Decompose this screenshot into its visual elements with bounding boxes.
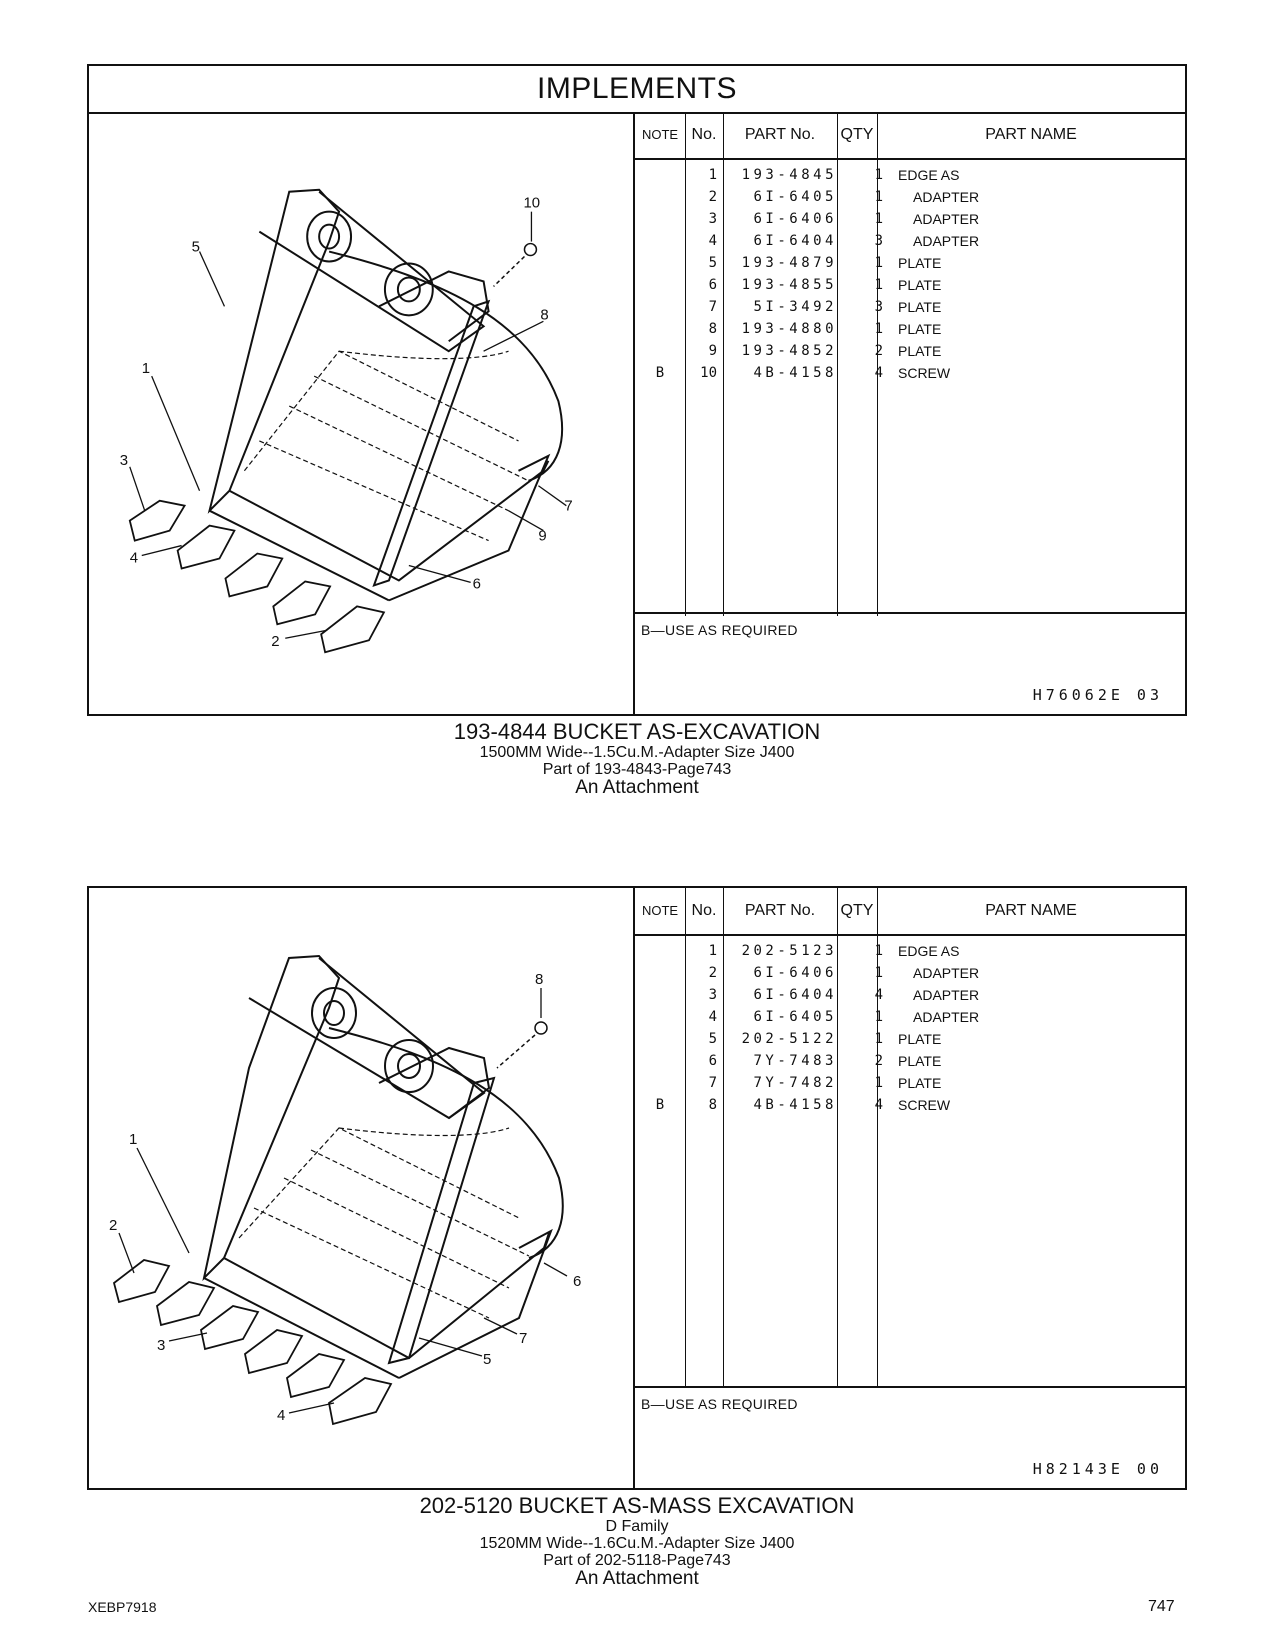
- caption-line: Part of 193-4843-Page743: [542, 761, 732, 778]
- callout-9: 9: [538, 527, 547, 545]
- bucket-illustration-1: [89, 112, 639, 714]
- table-row: B 8 4B-4158 4 SCREW: [635, 1094, 1185, 1117]
- caption-attachment: An Attachment: [575, 1568, 699, 1589]
- col-part-no: PART No.: [744, 126, 816, 143]
- col-note: NOTE: [641, 903, 679, 918]
- callout-3: 3: [119, 451, 129, 469]
- table-row: 2 6I-6406 1 ADAPTER: [708, 965, 980, 981]
- caption-attachment: An Attachment: [575, 777, 699, 798]
- col-qty: QTY: [840, 902, 874, 919]
- table-row: 4 6I-6405 1 ADAPTER: [708, 1009, 980, 1025]
- table-row: 5 193-4879 1 PLATE: [708, 255, 942, 271]
- table-row: 6 193-4855 1 PLATE: [708, 277, 942, 293]
- col-part-name: PART NAME: [985, 126, 1077, 143]
- col-note: NOTE: [641, 127, 679, 142]
- callout-1: 1: [129, 1131, 138, 1148]
- table-row: 6 7Y-7483 2 PLATE: [708, 1053, 942, 1069]
- caption-2: [87, 1494, 1187, 1588]
- bucket-illustration-2: [89, 888, 639, 1488]
- table-header: [635, 888, 1185, 936]
- caption-1: [87, 720, 1187, 797]
- table-footer: [635, 612, 1185, 714]
- callout-6: 6: [472, 575, 481, 593]
- caption-line: 1520MM Wide--1.6Cu.M.-Adapter Size J400: [479, 1535, 795, 1552]
- reference-code: H82143E 00: [1032, 1460, 1163, 1478]
- table-row: 3 6I-6406 1 ADAPTER: [708, 211, 980, 227]
- footnote: B—USE AS REQUIRED: [641, 622, 798, 638]
- table-row: 1 202-5123 1 EDGE AS: [708, 943, 960, 959]
- table-row: 7 7Y-7482 1 PLATE: [708, 1075, 942, 1091]
- caption-line: 1500MM Wide--1.5Cu.M.-Adapter Size J400: [479, 744, 795, 761]
- callout-5: 5: [483, 1351, 492, 1368]
- table-row: 2 6I-6405 1 ADAPTER: [708, 189, 980, 205]
- table-row: 7 5I-3492 3 PLATE: [708, 299, 942, 315]
- reference-code: H76062E 03: [1032, 686, 1163, 704]
- caption-title: 202-5120 BUCKET AS-MASS EXCAVATION: [419, 1493, 855, 1518]
- table-header: [635, 112, 1185, 160]
- caption-line: Part of 202-5118-Page743: [543, 1552, 731, 1569]
- section-title: IMPLEMENTS: [89, 66, 1185, 114]
- parts-table-2: [633, 888, 1185, 1488]
- footnote: B—USE AS REQUIRED: [641, 1396, 798, 1412]
- caption-title: 193-4844 BUCKET AS-EXCAVATION: [453, 719, 821, 744]
- callout-3: 3: [157, 1337, 166, 1354]
- page-number: 747: [1148, 1598, 1175, 1615]
- callout-4: 4: [277, 1407, 286, 1424]
- callout-4: 4: [129, 549, 139, 567]
- callout-6: 6: [573, 1273, 582, 1290]
- col-no: No.: [691, 126, 717, 143]
- callout-1: 1: [141, 360, 151, 378]
- bucket-drawing-1: [89, 112, 639, 714]
- col-part-no: PART No.: [744, 902, 816, 919]
- parts-panel-1: [87, 64, 1187, 716]
- document-code: XEBP7918: [88, 1599, 157, 1615]
- col-no: No.: [691, 902, 717, 919]
- table-row: 5 202-5122 1 PLATE: [708, 1031, 942, 1047]
- callout-5: 5: [191, 238, 200, 256]
- table-row: 9 193-4852 2 PLATE: [708, 343, 942, 359]
- col-qty: QTY: [840, 126, 874, 143]
- col-part-name: PART NAME: [985, 902, 1077, 919]
- note-mark: B: [655, 365, 665, 381]
- table-row: 8 193-4880 1 PLATE: [708, 321, 942, 337]
- callout-8: 8: [535, 971, 544, 988]
- callout-2: 2: [271, 633, 280, 651]
- callout-10: 10: [523, 194, 541, 212]
- note-mark: B: [655, 1097, 665, 1113]
- callout-8: 8: [540, 306, 549, 324]
- bucket-drawing-2: [89, 888, 639, 1488]
- table-row: 4 6I-6404 3 ADAPTER: [708, 233, 980, 249]
- callout-2: 2: [109, 1217, 118, 1234]
- table-row: 1 193-4845 1 EDGE AS: [708, 167, 960, 183]
- parts-panel-2: [87, 886, 1187, 1490]
- callout-7: 7: [519, 1330, 528, 1347]
- table-footer: [635, 1386, 1185, 1488]
- parts-table-1: [633, 112, 1185, 714]
- caption-line: D Family: [605, 1518, 669, 1535]
- table-row: 3 6I-6404 4 ADAPTER: [708, 987, 980, 1003]
- callout-7: 7: [564, 497, 573, 515]
- table-row: B 10 4B-4158 4 SCREW: [635, 362, 1185, 385]
